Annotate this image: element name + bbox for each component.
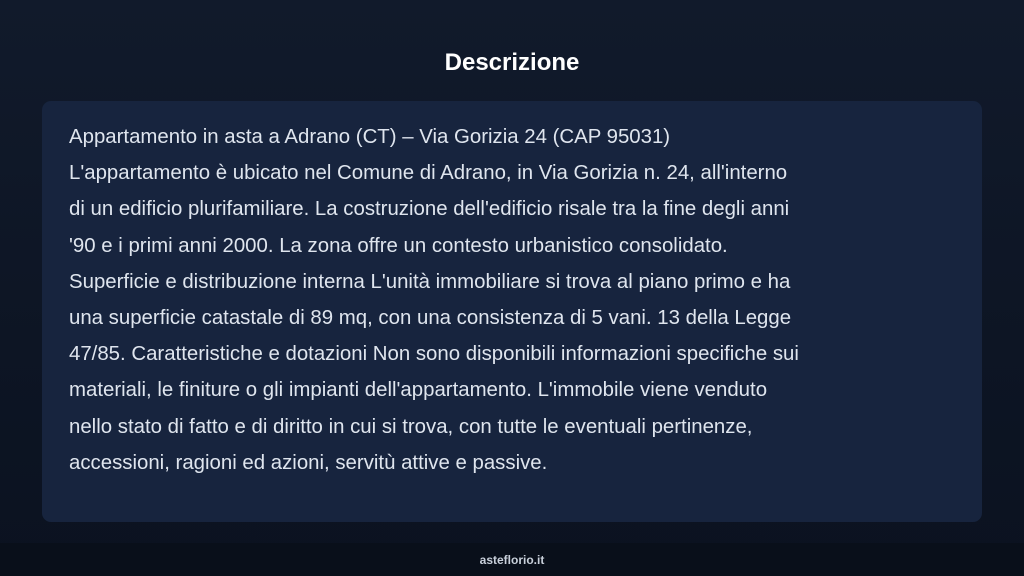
description-text (69, 119, 959, 481)
description-line: di un edificio plurifamiliare. La costruzione dell'edificio risale tra la fine degli anni (69, 198, 790, 221)
description-line: Appartamento in asta a Adrano (CT) – Via Gorizia 24 (CAP 95031) (69, 126, 671, 148)
description-line: L'appartamento è ubicato nel Comune di Adrano, in Via Gorizia n. 24, all'interno (69, 162, 788, 185)
description-line: una superficie catastale di 89 mq, con una consistenza di 5 vani. 13 della Legge (69, 307, 792, 330)
page-title: Descrizione (444, 49, 580, 76)
description-line: accessioni, ragioni ed azioni, servitù attive e passive. (69, 451, 548, 474)
footer-bar (0, 543, 1024, 576)
description-card (42, 101, 982, 522)
footer-brand: asteflorio.it (479, 553, 545, 567)
description-line: 47/85. Caratteristiche e dotazioni Non sono disponibili informazioni specifiche sui (69, 343, 799, 366)
description-line: Superficie e distribuzione interna L'unità immobiliare si trova al piano primo e ha (69, 270, 791, 293)
description-line: nello stato di fatto e di diritto in cui si trova, con tutte le eventuali pertinenze, (69, 415, 753, 438)
description-line: materiali, le finiture o gli impianti dell'appartamento. L'immobile viene venduto (69, 379, 768, 402)
description-line: '90 e i primi anni 2000. La zona offre un contesto urbanistico consolidato. (69, 234, 728, 257)
